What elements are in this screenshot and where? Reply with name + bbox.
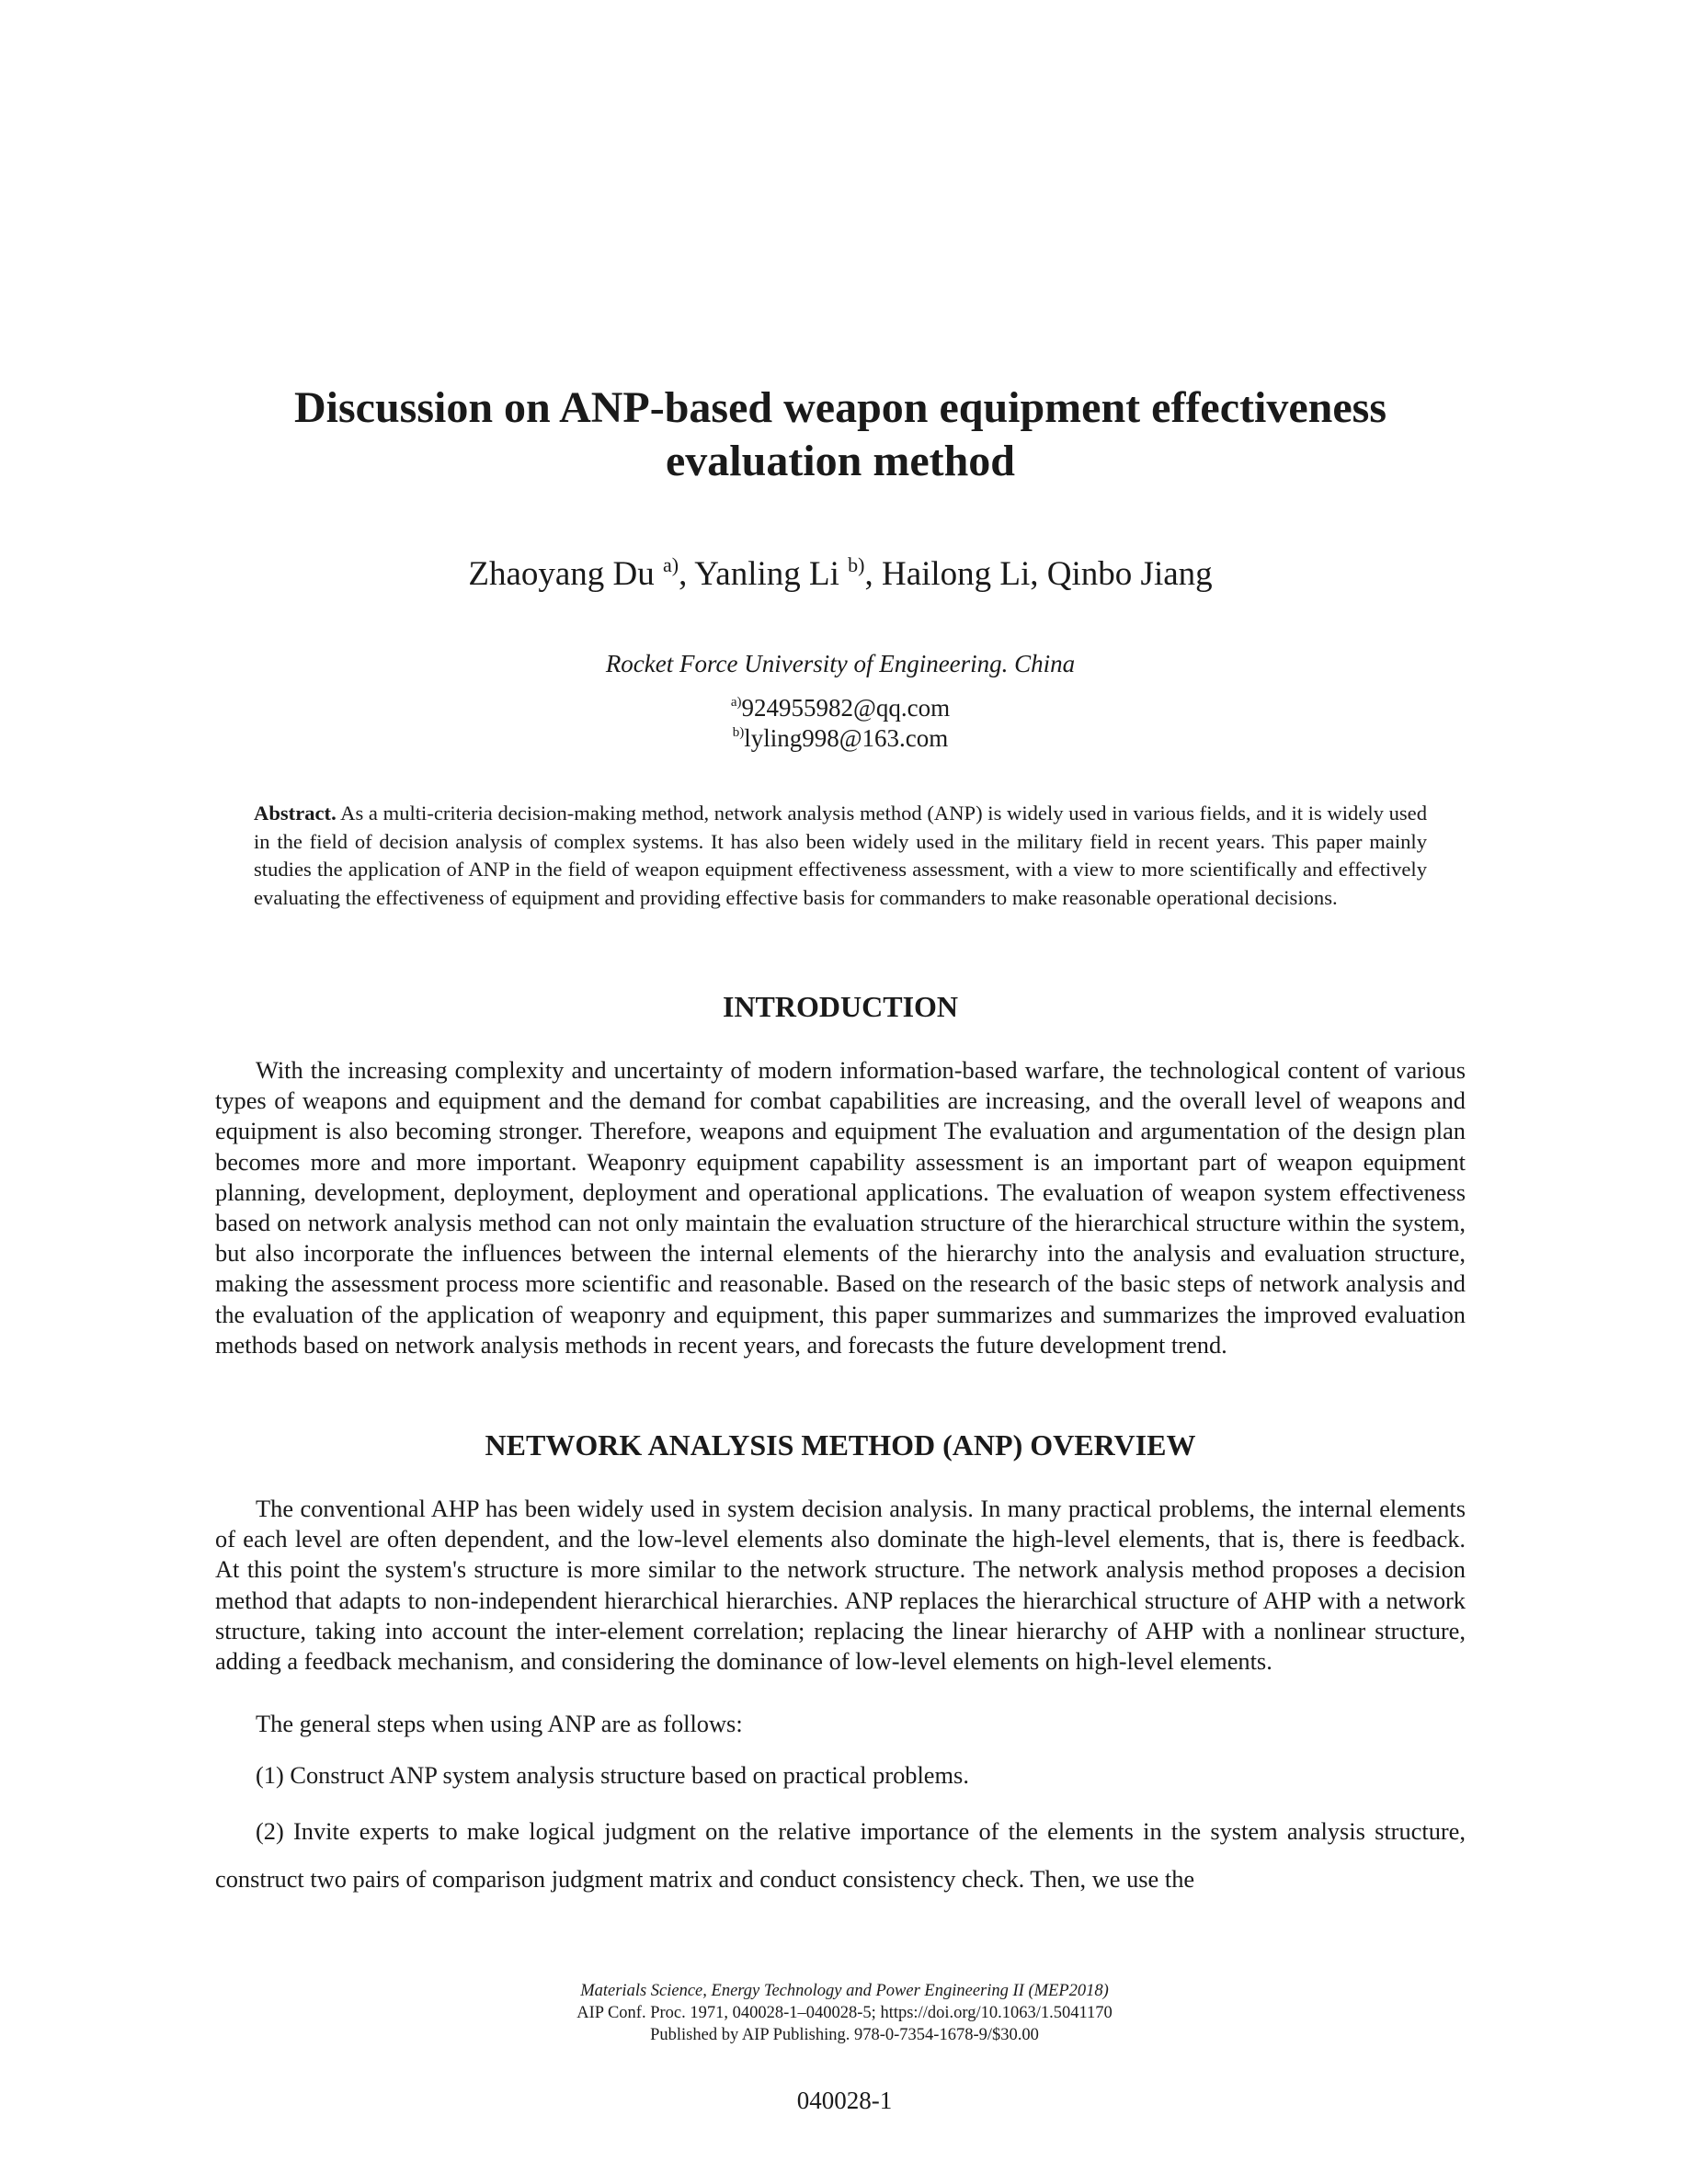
anp-step-1: (1) Construct ANP system analysis structure based on practical problems. [256, 1761, 969, 1789]
email-line [215, 693, 1466, 723]
anp-overview-paragraph: The conventional AHP has been widely used in system decision analysis. In many practical problems, the internal elements of each level are often dependent, and the low-level elements also dominate the high-level elements, that is, there is feedback. At this point the system's structure is more similar to the network structure. The network analysis method proposes a decision method that adapts to non-independent hierarchical hierarchies. ANP replaces the hierarchical structure of AHP with a network structure, taking into account the inter-element correlation; replacing the linear hierarchy of AHP with a nonlinear structure, adding a feedback mechanism, and considering the dominance of low-level elements on high-level elements. [215, 1495, 1466, 1676]
author-separator: , [864, 555, 882, 593]
author-names-other: Hailong Li, Qinbo Jiang [881, 555, 1213, 593]
email-address: lyling998@163.com [744, 724, 949, 752]
footer-publisher: Published by AIP Publishing. 978-0-7354-1678-9/$30.00 [650, 2026, 1039, 2044]
section-heading-introduction: INTRODUCTION [722, 990, 959, 1023]
paper-title [215, 381, 1466, 488]
author-name: Zhaoyang Du [468, 555, 655, 593]
author-name: Yanling Li [694, 555, 839, 593]
section-heading-anp-overview: NETWORK ANALYSIS METHOD (ANP) OVERVIEW [485, 1428, 1196, 1462]
anp-step-2: (2) Invite experts to make logical judgment on the relative importance of the elements in the system analysis structure, construct two pairs of comparison judgment matrix and conduct consistency check. Then, we use the [215, 1817, 1466, 1893]
footer-citation: AIP Conf. Proc. 1971, 040028-1–040028-5; https://doi.org/10.1063/1.5041170 [576, 2004, 1113, 2022]
email-mark: b) [732, 725, 745, 740]
page-footer [0, 1980, 1689, 2046]
author-affiliation-mark: b) [848, 553, 865, 576]
email-line [215, 723, 1466, 754]
abstract-label: Abstract. [254, 802, 337, 825]
footer-conference: Materials Science, Energy Technology and Power Engineering II (MEP2018) [580, 1982, 1109, 2000]
abstract [254, 800, 1427, 912]
email-mark: a) [730, 695, 742, 710]
title-line-2: evaluation method [665, 437, 1015, 485]
email-address: 924955982@qq.com [741, 694, 951, 722]
anp-steps-intro: The general steps when using ANP are as follows: [256, 1710, 743, 1737]
page-number: 040028-1 [796, 2087, 893, 2114]
author-emails [215, 693, 1466, 754]
author-separator: , [679, 555, 695, 593]
author-affiliation: Rocket Force University of Engineering. China [605, 650, 1076, 677]
abstract-text: As a multi-criteria decision-making method, network analysis method (ANP) is widely used in various fields, and it is widely used in the field of decision analysis of complex systems. It has also been widely used in the military field in recent years. This paper mainly studies the application of ANP in the field of weapon equipment effectiveness assessment, with a view to more scientifically and effectively evaluating the effectiveness of equipment and providing effective basis for commanders to make reasonable operational decisions. [254, 802, 1427, 909]
author-list [215, 553, 1466, 596]
introduction-paragraph: With the increasing complexity and uncertainty of modern information-based warfare, the technological content of various types of weapons and equipment and the demand for combat capabilities are increasing, and the overall level of weapons and equipment is also becoming stronger. Therefore, weapons and equipment The evaluation and argumentation of the design plan becomes more and more important. Weaponry equipment capability assessment is an important part of weapon equipment planning, development, deployment, deployment and operational applications. The evaluation of weapon system effectiveness based on network analysis method can not only maintain the evaluation structure of the hierarchical structure within the system, but also incorporate the influences between the internal elements of the hierarchy into the analysis and evaluation structure, making the assessment process more scientific and reasonable. Based on the research of the basic steps of network analysis and the evaluation of the application of weaponry and equipment, this paper summarizes and summarizes the improved evaluation methods based on network analysis methods in recent years, and forecasts the future development trend. [215, 1056, 1466, 1359]
author-affiliation-mark: a) [663, 553, 679, 576]
title-line-1: Discussion on ANP-based weapon equipment effectiveness [293, 383, 1387, 432]
